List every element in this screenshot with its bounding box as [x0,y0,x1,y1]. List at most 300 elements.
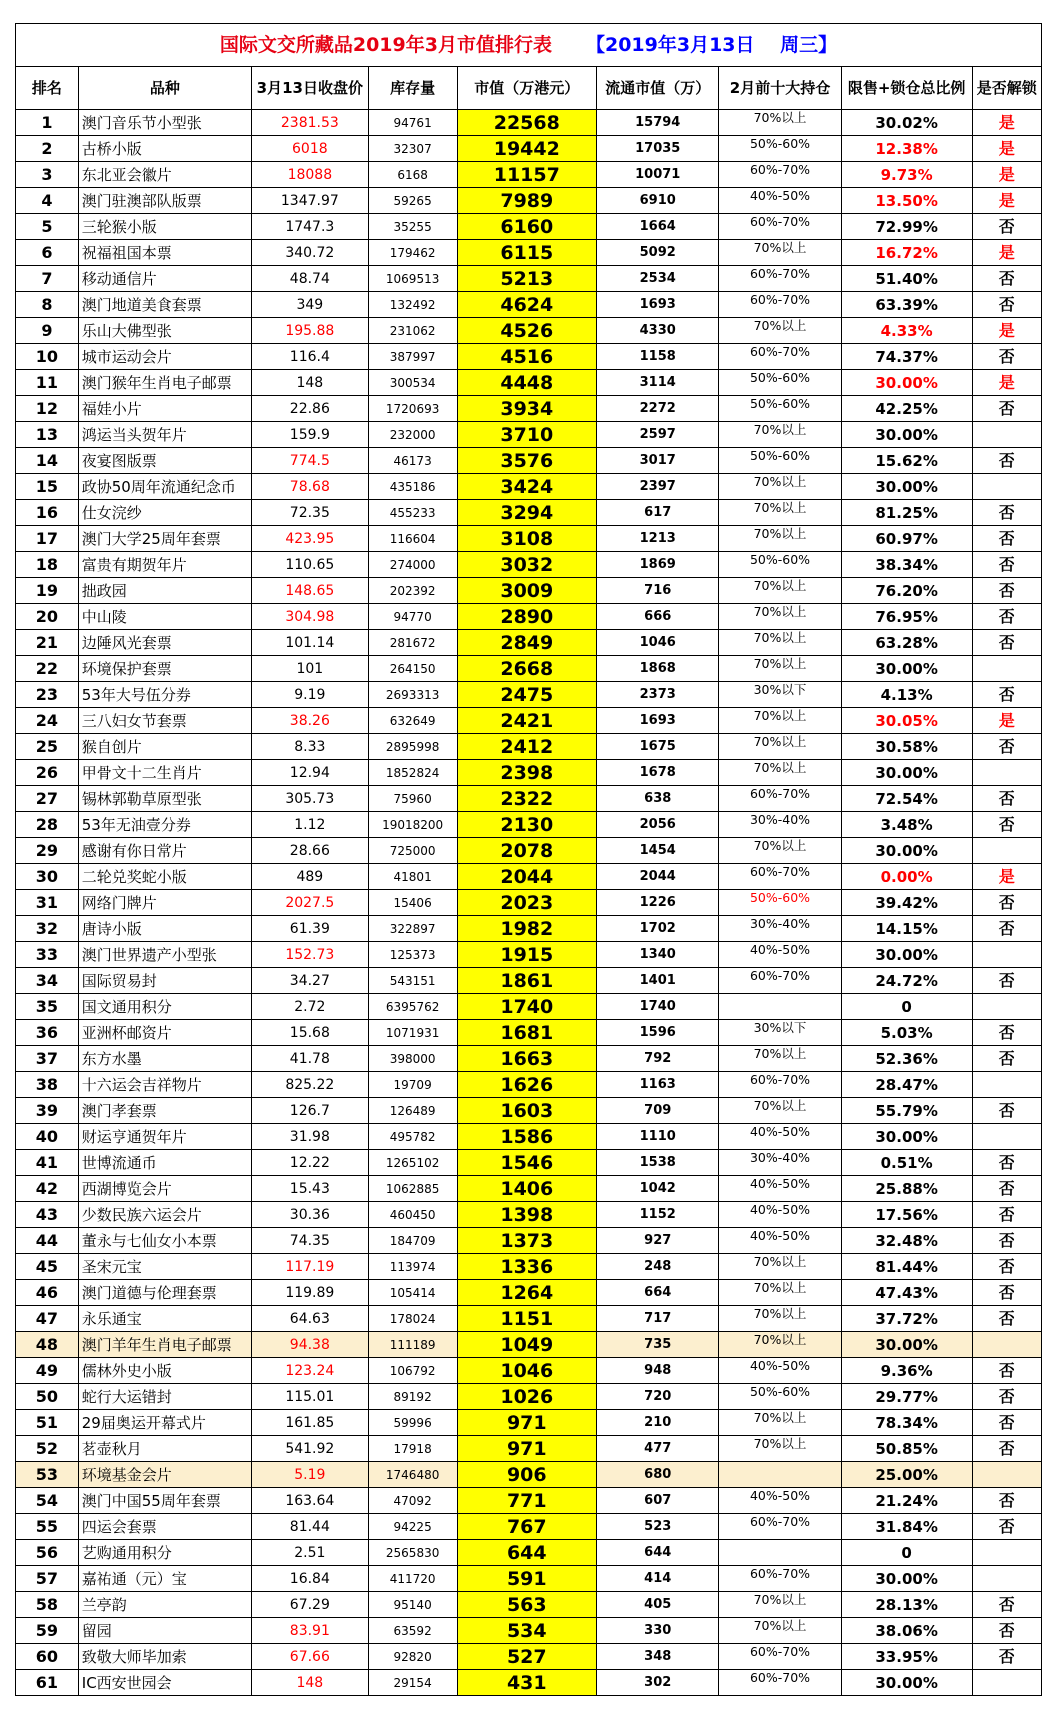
cell-stock: 184709 [368,1228,457,1254]
cell-unlock: 否 [972,786,1041,812]
cell-stock: 41801 [368,864,457,890]
cell-unlock [972,1124,1041,1150]
cell-unlock: 否 [972,526,1041,552]
cell-ratio: 30.00% [841,1566,972,1592]
cell-rank: 57 [16,1566,79,1592]
cell-unlock: 是 [972,136,1041,162]
cell-circulating-value: 1596 [597,1020,719,1046]
cell-unlock: 否 [972,1358,1041,1384]
cell-top10: 50%-60% [719,396,841,422]
cell-top10: 70%以上 [719,1254,841,1280]
cell-unlock: 否 [972,1384,1041,1410]
cell-rank: 20 [16,604,79,630]
cell-ratio: 32.48% [841,1228,972,1254]
table-row [16,942,1042,968]
cell-rank: 5 [16,214,79,240]
cell-rank: 52 [16,1436,79,1462]
cell-market-value: 1336 [457,1254,597,1280]
cell-rank: 58 [16,1592,79,1618]
cell-circulating-value: 348 [597,1644,719,1670]
cell-name: 十六运会吉祥物片 [78,1072,251,1098]
cell-top10: 50%-60% [719,370,841,396]
cell-unlock: 否 [972,1046,1041,1072]
cell-price: 340.72 [251,240,368,266]
cell-price: 2.51 [251,1540,368,1566]
cell-price: 12.94 [251,760,368,786]
cell-price: 489 [251,864,368,890]
cell-circulating-value: 1538 [597,1150,719,1176]
cell-top10: 30%-40% [719,812,841,838]
cell-circulating-value: 664 [597,1280,719,1306]
cell-circulating-value: 2272 [597,396,719,422]
cell-circulating-value: 1869 [597,552,719,578]
cell-top10: 70%以上 [719,734,841,760]
cell-ratio: 30.58% [841,734,972,760]
cell-top10: 60%-70% [719,1670,841,1696]
table-row [16,1280,1042,1306]
cell-market-value: 11157 [457,162,597,188]
table-row [16,1072,1042,1098]
cell-market-value: 1151 [457,1306,597,1332]
cell-ratio: 28.47% [841,1072,972,1098]
cell-stock: 1720693 [368,396,457,422]
header-row [16,67,1042,110]
cell-ratio: 17.56% [841,1202,972,1228]
cell-top10: 60%-70% [719,786,841,812]
cell-ratio: 0 [841,994,972,1020]
cell-ratio: 30.00% [841,370,972,396]
cell-name: 兰亭韵 [78,1592,251,1618]
table-row [16,1670,1042,1696]
cell-stock: 29154 [368,1670,457,1696]
cell-ratio: 24.72% [841,968,972,994]
cell-unlock [972,942,1041,968]
cell-rank: 4 [16,188,79,214]
cell-unlock: 是 [972,708,1041,734]
table-row [16,448,1042,474]
cell-name: 夜宴图版票 [78,448,251,474]
cell-unlock [972,760,1041,786]
cell-price: 126.7 [251,1098,368,1124]
cell-circulating-value: 2534 [597,266,719,292]
cell-market-value: 3108 [457,526,597,552]
cell-market-value: 19442 [457,136,597,162]
cell-unlock: 否 [972,1150,1041,1176]
cell-rank: 3 [16,162,79,188]
cell-stock: 398000 [368,1046,457,1072]
cell-rank: 38 [16,1072,79,1098]
cell-top10: 50%-60% [719,890,841,916]
cell-top10: 40%-50% [719,1176,841,1202]
cell-ratio: 12.38% [841,136,972,162]
cell-stock: 95140 [368,1592,457,1618]
table-row [16,344,1042,370]
header-market-value: 市值（万港元） [457,67,597,110]
cell-unlock: 否 [972,1280,1041,1306]
table-row [16,656,1042,682]
cell-ratio: 9.36% [841,1358,972,1384]
cell-unlock: 否 [972,890,1041,916]
cell-stock: 106792 [368,1358,457,1384]
cell-name: 茗壶秋月 [78,1436,251,1462]
cell-unlock: 否 [972,1020,1041,1046]
cell-top10: 70%以上 [719,1046,841,1072]
cell-rank: 17 [16,526,79,552]
cell-stock: 264150 [368,656,457,682]
cell-circulating-value: 477 [597,1436,719,1462]
cell-stock: 231062 [368,318,457,344]
cell-top10: 40%-50% [719,1488,841,1514]
cell-name: 城市运动会片 [78,344,251,370]
cell-top10: 30%以下 [719,682,841,708]
table-row [16,214,1042,240]
cell-name: 环境基金会片 [78,1462,251,1488]
cell-top10: 60%-70% [719,1566,841,1592]
header-circulating-value: 流通市值（万） [597,67,719,110]
cell-stock: 281672 [368,630,457,656]
cell-market-value: 3009 [457,578,597,604]
cell-top10: 70%以上 [719,578,841,604]
cell-market-value: 5213 [457,266,597,292]
cell-price: 78.68 [251,474,368,500]
cell-market-value: 971 [457,1410,597,1436]
cell-ratio: 78.34% [841,1410,972,1436]
cell-price: 41.78 [251,1046,368,1072]
title-cell [16,24,1042,67]
cell-top10 [719,1462,841,1488]
cell-ratio: 30.00% [841,942,972,968]
cell-circulating-value: 680 [597,1462,719,1488]
cell-name: 边陲风光套票 [78,630,251,656]
cell-rank: 28 [16,812,79,838]
cell-name: 53年大号伍分券 [78,682,251,708]
cell-name: 世博流通币 [78,1150,251,1176]
cell-name: 猴自创片 [78,734,251,760]
cell-stock: 387997 [368,344,457,370]
cell-circulating-value: 1678 [597,760,719,786]
cell-price: 117.19 [251,1254,368,1280]
cell-name: 澳门世界遗产小型张 [78,942,251,968]
cell-name: 锡林郭勒草原型张 [78,786,251,812]
cell-name: 澳门大学25周年套票 [78,526,251,552]
cell-circulating-value: 1042 [597,1176,719,1202]
cell-market-value: 2078 [457,838,597,864]
cell-unlock [972,994,1041,1020]
cell-circulating-value: 1868 [597,656,719,682]
cell-name: 嘉祐通（元）宝 [78,1566,251,1592]
cell-name: 富贵有期贺年片 [78,552,251,578]
cell-circulating-value: 1110 [597,1124,719,1150]
cell-circulating-value: 414 [597,1566,719,1592]
table-row [16,1202,1042,1228]
cell-unlock [972,1072,1041,1098]
cell-circulating-value: 330 [597,1618,719,1644]
cell-unlock: 否 [972,1254,1041,1280]
cell-rank: 16 [16,500,79,526]
header-top10: 2月前十大持仓 [719,67,841,110]
cell-price: 48.74 [251,266,368,292]
cell-market-value: 563 [457,1592,597,1618]
cell-unlock [972,1332,1041,1358]
cell-price: 774.5 [251,448,368,474]
table-row [16,578,1042,604]
cell-rank: 43 [16,1202,79,1228]
cell-ratio: 39.42% [841,890,972,916]
cell-top10: 70%以上 [719,110,841,136]
cell-name: 永乐通宝 [78,1306,251,1332]
cell-rank: 46 [16,1280,79,1306]
cell-rank: 12 [16,396,79,422]
cell-stock: 725000 [368,838,457,864]
cell-market-value: 2023 [457,890,597,916]
cell-stock: 455233 [368,500,457,526]
table-row [16,1540,1042,1566]
cell-top10: 70%以上 [719,1592,841,1618]
cell-name: 仕女浣纱 [78,500,251,526]
table-row [16,188,1042,214]
cell-top10 [719,1540,841,1566]
cell-ratio: 50.85% [841,1436,972,1462]
cell-price: 148.65 [251,578,368,604]
cell-price: 161.85 [251,1410,368,1436]
cell-stock: 32307 [368,136,457,162]
cell-rank: 60 [16,1644,79,1670]
cell-name: 致敬大师毕加索 [78,1644,251,1670]
cell-market-value: 3424 [457,474,597,500]
cell-circulating-value: 302 [597,1670,719,1696]
cell-price: 61.39 [251,916,368,942]
cell-unlock: 否 [972,682,1041,708]
cell-market-value: 527 [457,1644,597,1670]
cell-market-value: 1373 [457,1228,597,1254]
cell-price: 110.65 [251,552,368,578]
cell-top10 [719,994,841,1020]
cell-ratio: 30.00% [841,422,972,448]
table-row [16,682,1042,708]
table-row [16,292,1042,318]
cell-ratio: 4.13% [841,682,972,708]
cell-price: 2.72 [251,994,368,1020]
cell-price: 349 [251,292,368,318]
cell-unlock: 否 [972,1436,1041,1462]
cell-stock: 1852824 [368,760,457,786]
cell-unlock: 否 [972,396,1041,422]
cell-name: 国文通用积分 [78,994,251,1020]
cell-top10: 60%-70% [719,864,841,890]
cell-unlock: 否 [972,968,1041,994]
cell-rank: 30 [16,864,79,890]
cell-stock: 2895998 [368,734,457,760]
cell-stock: 2565830 [368,1540,457,1566]
cell-price: 305.73 [251,786,368,812]
cell-circulating-value: 709 [597,1098,719,1124]
cell-circulating-value: 607 [597,1488,719,1514]
cell-rank: 26 [16,760,79,786]
cell-circulating-value: 1675 [597,734,719,760]
table-row [16,1124,1042,1150]
cell-ratio: 4.33% [841,318,972,344]
cell-unlock: 否 [972,604,1041,630]
cell-top10: 70%以上 [719,422,841,448]
cell-top10: 50%-60% [719,1384,841,1410]
cell-name: 拙政园 [78,578,251,604]
cell-market-value: 1398 [457,1202,597,1228]
table-title: 国际文交所藏品2019年3月市值排行表 [219,34,552,56]
cell-top10: 60%-70% [719,344,841,370]
cell-price: 195.88 [251,318,368,344]
cell-top10: 40%-50% [719,1358,841,1384]
cell-stock: 46173 [368,448,457,474]
table-row [16,1384,1042,1410]
cell-stock: 6395762 [368,994,457,1020]
cell-stock: 126489 [368,1098,457,1124]
cell-rank: 61 [16,1670,79,1696]
cell-ratio: 29.77% [841,1384,972,1410]
cell-ratio: 30.00% [841,760,972,786]
cell-circulating-value: 1401 [597,968,719,994]
table-row [16,1150,1042,1176]
cell-price: 101 [251,656,368,682]
header-name: 品种 [78,67,251,110]
cell-market-value: 2044 [457,864,597,890]
cell-stock: 59996 [368,1410,457,1436]
cell-top10: 30%以下 [719,1020,841,1046]
cell-ratio: 52.36% [841,1046,972,1072]
cell-rank: 1 [16,110,79,136]
cell-price: 67.66 [251,1644,368,1670]
cell-name: 三轮猴小版 [78,214,251,240]
cell-circulating-value: 792 [597,1046,719,1072]
cell-market-value: 2890 [457,604,597,630]
cell-price: 1.12 [251,812,368,838]
cell-price: 72.35 [251,500,368,526]
cell-name: 中山陵 [78,604,251,630]
cell-unlock: 否 [972,1228,1041,1254]
cell-unlock: 否 [972,1410,1041,1436]
cell-rank: 41 [16,1150,79,1176]
cell-rank: 44 [16,1228,79,1254]
table-row [16,370,1042,396]
cell-ratio: 42.25% [841,396,972,422]
cell-top10: 70%以上 [719,1332,841,1358]
cell-circulating-value: 735 [597,1332,719,1358]
cell-rank: 18 [16,552,79,578]
cell-unlock: 否 [972,1098,1041,1124]
cell-market-value: 1861 [457,968,597,994]
table-row [16,1332,1042,1358]
cell-rank: 7 [16,266,79,292]
cell-name: 澳门地道美食套票 [78,292,251,318]
cell-circulating-value: 3114 [597,370,719,396]
cell-rank: 50 [16,1384,79,1410]
date-label: 【2019年3月13日 周三】 [585,34,838,56]
cell-ratio: 30.05% [841,708,972,734]
table-row [16,760,1042,786]
cell-market-value: 2398 [457,760,597,786]
cell-top10: 70%以上 [719,240,841,266]
table-row [16,968,1042,994]
cell-market-value: 971 [457,1436,597,1462]
cell-circulating-value: 1664 [597,214,719,240]
cell-name: 唐诗小版 [78,916,251,942]
cell-price: 31.98 [251,1124,368,1150]
cell-price: 423.95 [251,526,368,552]
cell-name: 29届奥运开幕式片 [78,1410,251,1436]
cell-unlock: 是 [972,188,1041,214]
table-row [16,552,1042,578]
cell-ratio: 25.88% [841,1176,972,1202]
cell-circulating-value: 720 [597,1384,719,1410]
cell-stock: 94761 [368,110,457,136]
header-unlock: 是否解锁 [972,67,1041,110]
cell-circulating-value: 1152 [597,1202,719,1228]
cell-rank: 54 [16,1488,79,1514]
cell-unlock [972,474,1041,500]
cell-ratio: 38.34% [841,552,972,578]
cell-name: 财运亨通贺年片 [78,1124,251,1150]
cell-unlock: 否 [972,578,1041,604]
cell-market-value: 1049 [457,1332,597,1358]
cell-price: 5.19 [251,1462,368,1488]
cell-rank: 19 [16,578,79,604]
cell-circulating-value: 10071 [597,162,719,188]
cell-ratio: 60.97% [841,526,972,552]
cell-ratio: 0.51% [841,1150,972,1176]
cell-price: 101.14 [251,630,368,656]
cell-stock: 111189 [368,1332,457,1358]
cell-top10: 70%以上 [719,1618,841,1644]
cell-price: 825.22 [251,1072,368,1098]
cell-circulating-value: 717 [597,1306,719,1332]
cell-unlock [972,1670,1041,1696]
cell-unlock: 否 [972,1618,1041,1644]
cell-name: 东北亚会徽片 [78,162,251,188]
table-row [16,1358,1042,1384]
cell-stock: 17918 [368,1436,457,1462]
cell-rank: 33 [16,942,79,968]
cell-rank: 36 [16,1020,79,1046]
cell-top10: 60%-70% [719,214,841,240]
cell-ratio: 55.79% [841,1098,972,1124]
cell-rank: 21 [16,630,79,656]
cell-circulating-value: 666 [597,604,719,630]
cell-circulating-value: 1163 [597,1072,719,1098]
cell-stock: 116604 [368,526,457,552]
cell-market-value: 6115 [457,240,597,266]
ranking-sheet [15,23,1042,1696]
cell-unlock [972,1462,1041,1488]
cell-price: 152.73 [251,942,368,968]
cell-rank: 39 [16,1098,79,1124]
cell-circulating-value: 644 [597,1540,719,1566]
table-row [16,786,1042,812]
cell-name: 西湖博览会片 [78,1176,251,1202]
table-row [16,864,1042,890]
cell-circulating-value: 1702 [597,916,719,942]
cell-price: 1347.97 [251,188,368,214]
table-row [16,474,1042,500]
cell-circulating-value: 5092 [597,240,719,266]
cell-top10: 60%-70% [719,266,841,292]
cell-price: 119.89 [251,1280,368,1306]
cell-price: 9.19 [251,682,368,708]
cell-price: 163.64 [251,1488,368,1514]
cell-circulating-value: 927 [597,1228,719,1254]
cell-stock: 19018200 [368,812,457,838]
cell-stock: 59265 [368,188,457,214]
cell-ratio: 30.00% [841,1124,972,1150]
cell-name: 古桥小版 [78,136,251,162]
